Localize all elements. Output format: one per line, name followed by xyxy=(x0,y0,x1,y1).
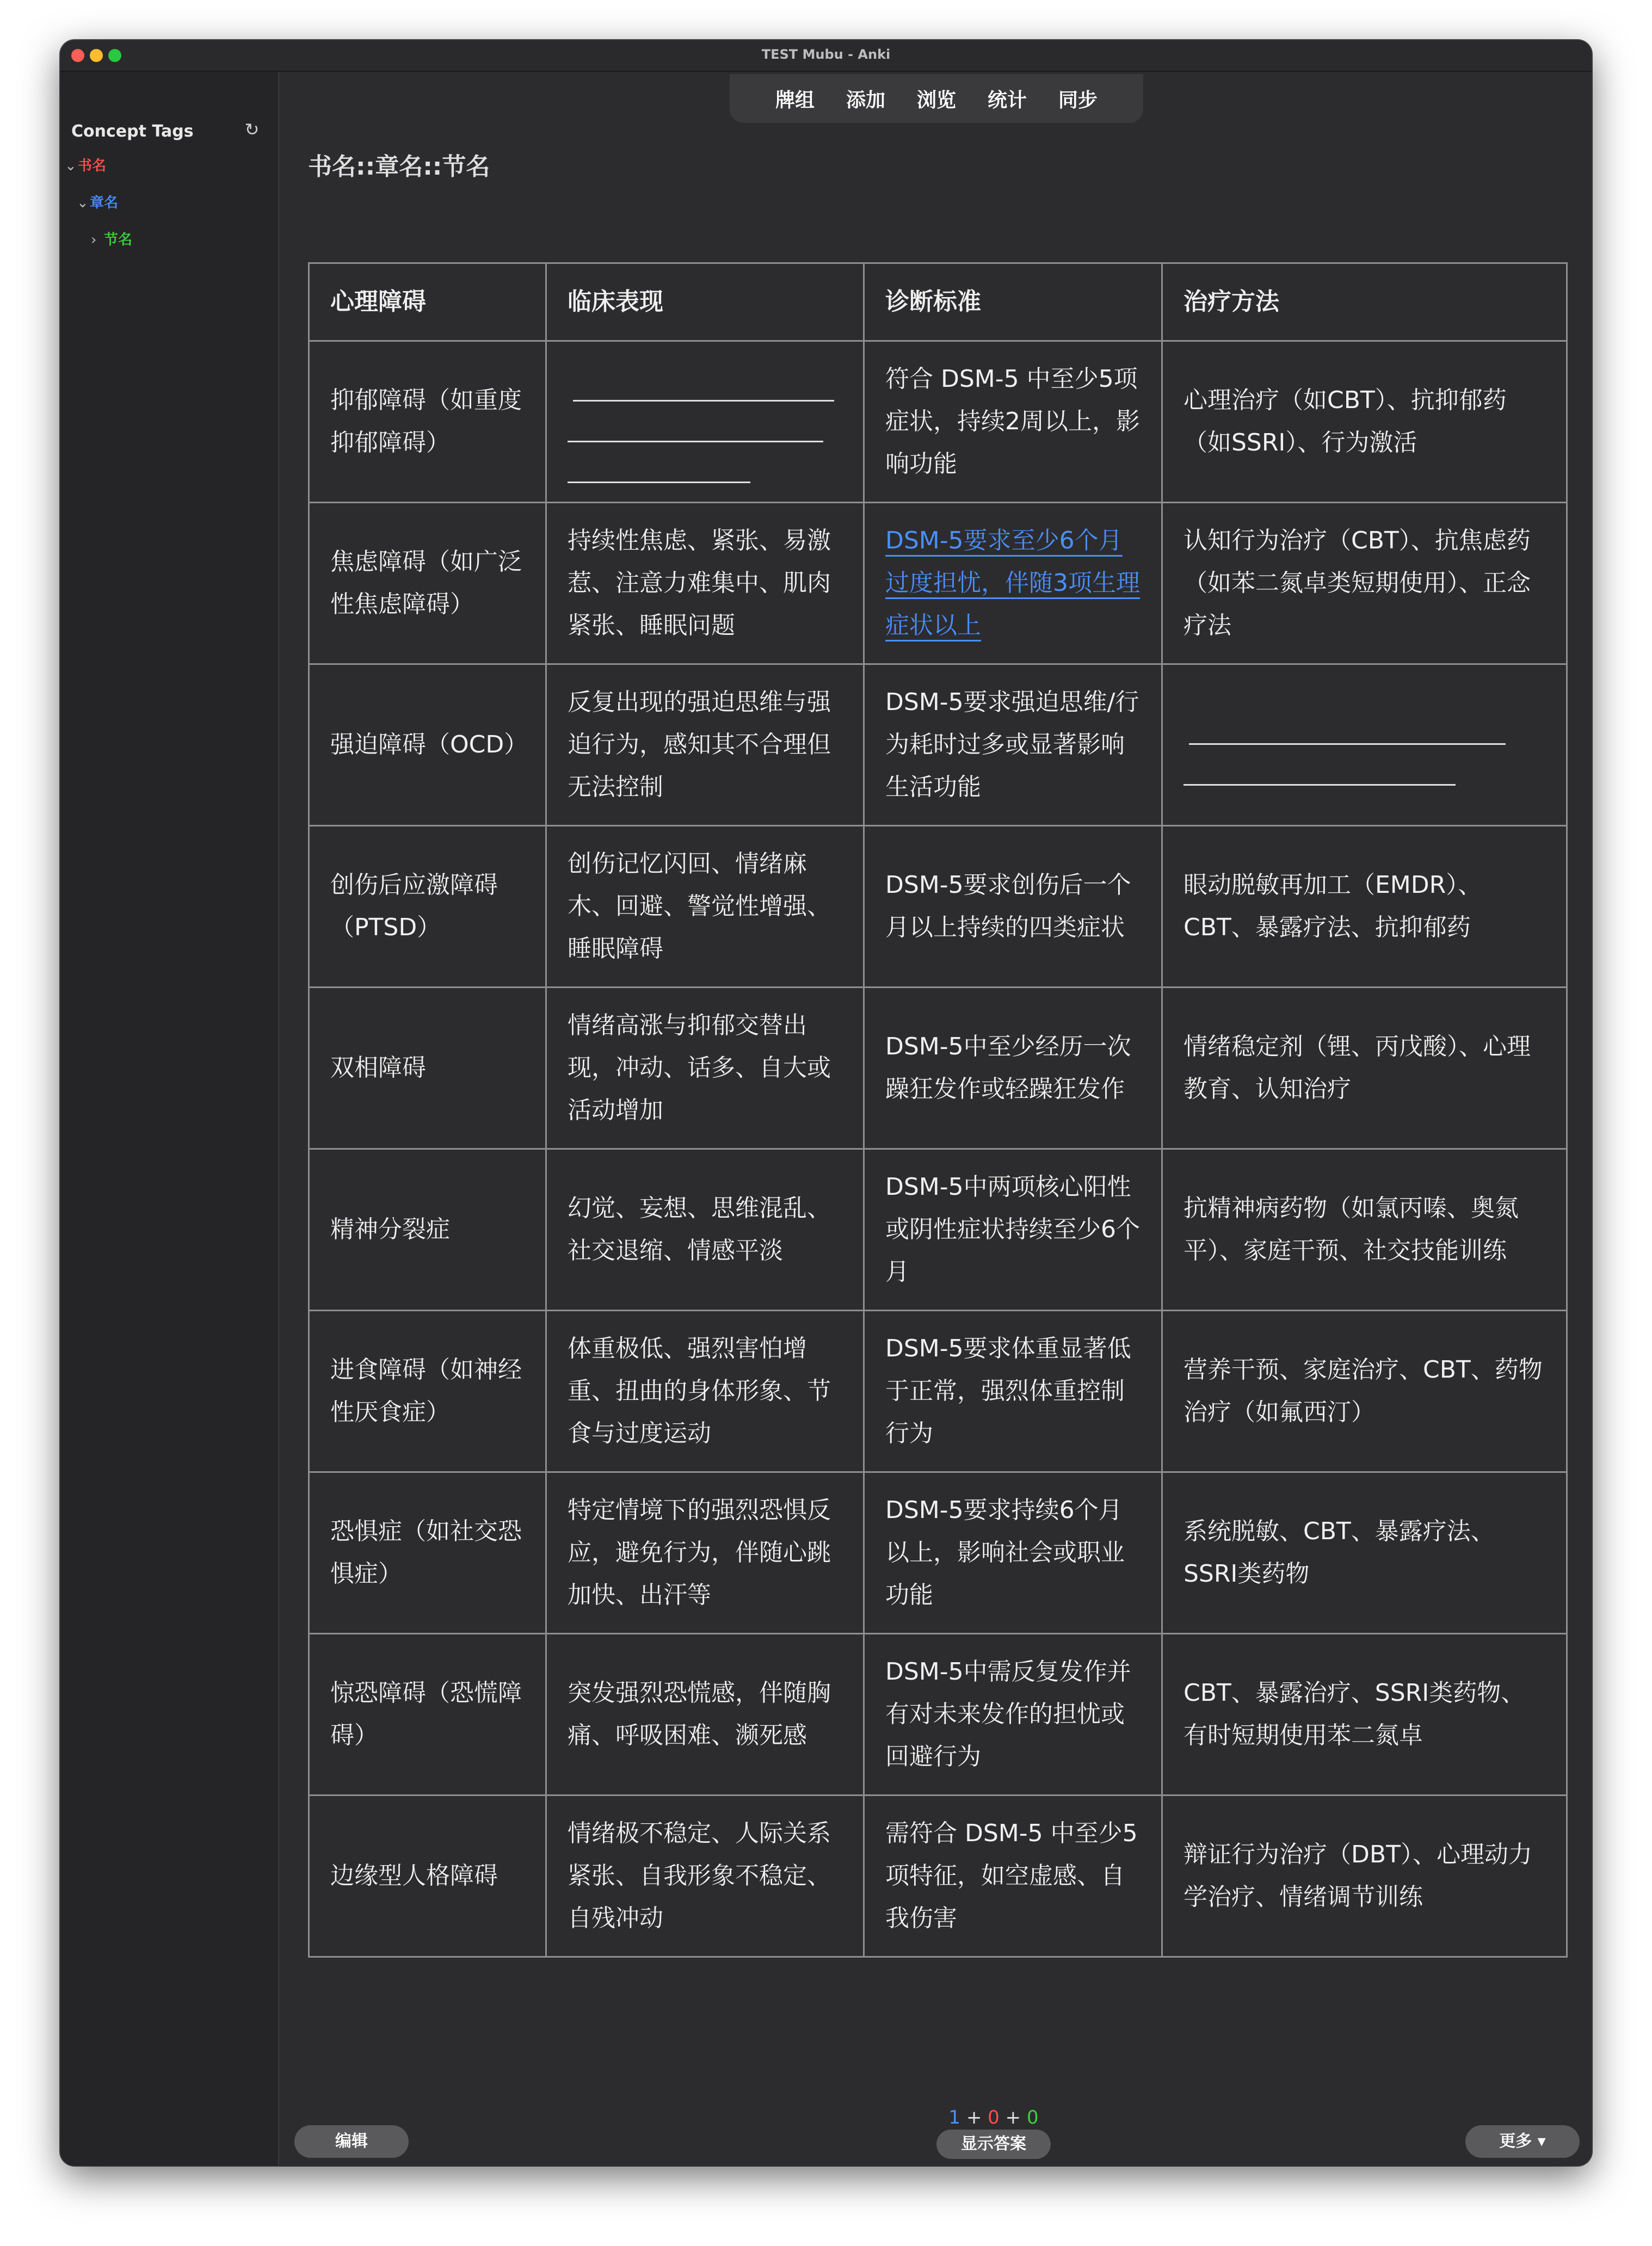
table-row xyxy=(309,988,1567,1149)
bottom-bar xyxy=(279,2107,1592,2165)
cell-disorder: 抑郁障碍（如重度抑郁障碍） xyxy=(309,341,546,503)
cell-disorder: 边缘型人格障碍 xyxy=(309,1795,546,1957)
chevron-down-icon[interactable]: ⌄ xyxy=(77,195,89,211)
cell-clinical: 幻觉、妄想、思维混乱、社交退缩、情感平淡 xyxy=(546,1149,864,1311)
table-row xyxy=(309,341,1567,503)
cell-disorder: 精神分裂症 xyxy=(309,1149,546,1311)
anki-window xyxy=(60,40,1592,2165)
show-answer-button[interactable]: 显示答案 xyxy=(936,2130,1051,2159)
tag-item-section[interactable] xyxy=(91,229,132,249)
concept-tags-sidebar xyxy=(60,72,279,2165)
count-plus: + xyxy=(966,2107,982,2128)
cell-treatment: 认知行为治疗（CBT）、抗焦虑药（如苯二氮卓类短期使用）、正念疗法 xyxy=(1162,503,1567,664)
cell-diagnosis: DSM-5要求持续6个月以上，影响社会或职业功能 xyxy=(864,1472,1162,1634)
cell-clinical: 创伤记忆闪回、情绪麻木、回避、警觉性增强、睡眠障碍 xyxy=(546,826,864,988)
cell-clinical: 反复出现的强迫思维与强迫行为，感知其不合理但无法控制 xyxy=(546,664,864,826)
table-row xyxy=(309,664,1567,826)
refresh-icon[interactable]: ↻ xyxy=(244,119,260,140)
sync-button[interactable]: 同步 xyxy=(1058,89,1098,112)
cell-disorder: 恐惧症（如社交恐惧症） xyxy=(309,1472,546,1634)
card-table xyxy=(308,262,1568,1958)
cell-diagnosis: DSM-5中两项核心阳性或阴性症状持续至少6个月 xyxy=(864,1149,1162,1311)
tag-label: 书名 xyxy=(78,158,107,174)
cell-treatment: 系统脱敏、CBT、暴露疗法、SSRI类药物 xyxy=(1162,1472,1567,1634)
add-button[interactable]: 添加 xyxy=(846,89,885,112)
deck-path: 书名::章名::节名 xyxy=(308,153,490,181)
table-row xyxy=(309,1634,1567,1795)
cell-treatment: 营养干预、家庭治疗、CBT、药物治疗（如氟西汀） xyxy=(1162,1311,1567,1472)
cell-treatment: 辩证行为治疗（DBT）、心理动力学治疗、情绪调节训练 xyxy=(1162,1795,1567,1957)
cell-diagnosis xyxy=(864,503,1162,664)
browse-button[interactable]: 浏览 xyxy=(916,89,956,112)
table-row xyxy=(309,503,1567,664)
table-row xyxy=(309,1311,1567,1472)
due-counts xyxy=(936,2107,1051,2128)
window-title: TEST Mubu - Anki xyxy=(761,47,891,62)
cell-disorder: 双相障碍 xyxy=(309,988,546,1149)
chevron-down-icon[interactable]: ⌄ xyxy=(65,158,77,174)
cell-clinical: 情绪极不稳定、人际关系紧张、自我形象不稳定、自残冲动 xyxy=(546,1795,864,1957)
cell-clinical: 突发强烈恐慌感，伴随胸痛、呼吸困难、濒死感 xyxy=(546,1634,864,1795)
cloze-answer-link[interactable]: DSM-5要求至少6个月过度担忧，伴随3项生理症状以上 xyxy=(885,527,1140,639)
table-row xyxy=(309,1149,1567,1311)
cell-disorder: 焦虑障碍（如广泛性焦虑障碍） xyxy=(309,503,546,664)
sidebar-title: Concept Tags xyxy=(71,122,194,141)
cloze-blank[interactable] xyxy=(546,341,864,503)
cell-diagnosis: DSM-5要求创伤后一个月以上持续的四类症状 xyxy=(864,826,1162,988)
cell-disorder: 创伤后应激障碍（PTSD） xyxy=(309,826,546,988)
new-count: 1 xyxy=(948,2107,961,2128)
cell-disorder: 进食障碍（如神经性厌食症） xyxy=(309,1311,546,1472)
cell-disorder: 惊恐障碍（恐慌障碍） xyxy=(309,1634,546,1795)
cell-clinical: 情绪高涨与抑郁交替出现，冲动、话多、自大或活动增加 xyxy=(546,988,864,1149)
cell-treatment: 抗精神病药物（如氯丙嗪、奥氮平）、家庭干预、社交技能训练 xyxy=(1162,1149,1567,1311)
count-plus: + xyxy=(1005,2107,1021,2128)
table-row xyxy=(309,826,1567,988)
cell-treatment: 情绪稳定剂（锂、丙戊酸）、心理教育、认知治疗 xyxy=(1162,988,1567,1149)
cell-diagnosis: 符合 DSM-5 中至少5项症状，持续2周以上，影响功能 xyxy=(864,341,1162,503)
more-button[interactable]: 更多 ▾ xyxy=(1465,2125,1580,2158)
main-toolbar xyxy=(730,74,1143,123)
cell-treatment: CBT、暴露治疗、SSRI类药物、有时短期使用苯二氮卓 xyxy=(1162,1634,1567,1795)
chevron-right-icon[interactable]: › xyxy=(91,232,97,248)
tag-label: 节名 xyxy=(104,232,133,248)
cell-clinical: 体重极低、强烈害怕增重、扭曲的身体形象、节食与过度运动 xyxy=(546,1311,864,1472)
tag-label: 章名 xyxy=(90,195,119,211)
title-bar xyxy=(60,40,1592,72)
table-row xyxy=(309,1472,1567,1634)
stats-button[interactable]: 统计 xyxy=(988,89,1027,112)
header-disorder: 心理障碍 xyxy=(309,263,546,341)
tag-item-chapter[interactable] xyxy=(77,192,118,212)
edit-button[interactable]: 编辑 xyxy=(294,2125,409,2158)
cell-clinical: 特定情境下的强烈恐惧反应，避免行为，伴随心跳加快、出汗等 xyxy=(546,1472,864,1634)
cell-disorder: 强迫障碍（OCD） xyxy=(309,664,546,826)
review-count: 0 xyxy=(1026,2107,1039,2128)
cell-treatment: 心理治疗（如CBT）、抗抑郁药（如SSRI）、行为激活 xyxy=(1162,341,1567,503)
header-clinical: 临床表现 xyxy=(546,263,864,341)
cell-clinical: 持续性焦虑、紧张、易激惹、注意力难集中、肌肉紧张、睡眠问题 xyxy=(546,503,864,664)
tag-item-book[interactable] xyxy=(65,155,106,175)
cloze-blank[interactable] xyxy=(1162,664,1567,826)
cell-diagnosis: DSM-5要求体重显著低于正常，强烈体重控制行为 xyxy=(864,1311,1162,1472)
decks-button[interactable]: 牌组 xyxy=(775,89,815,112)
cell-diagnosis: DSM-5中需反复发作并有对未来发作的担忧或回避行为 xyxy=(864,1634,1162,1795)
cell-diagnosis: DSM-5要求强迫思维/行为耗时过多或显著影响生活功能 xyxy=(864,664,1162,826)
header-diagnosis: 诊断标准 xyxy=(864,263,1162,341)
table-header-row xyxy=(309,263,1567,341)
cell-diagnosis: DSM-5中至少经历一次躁狂发作或轻躁狂发作 xyxy=(864,988,1162,1149)
cell-treatment: 眼动脱敏再加工（EMDR）、CBT、暴露疗法、抗抑郁药 xyxy=(1162,826,1567,988)
cell-diagnosis: 需符合 DSM-5 中至少5项特征，如空虚感、自我伤害 xyxy=(864,1795,1162,1957)
header-treatment: 治疗方法 xyxy=(1162,263,1567,341)
learning-count: 0 xyxy=(988,2107,1000,2128)
table-row xyxy=(309,1795,1567,1957)
